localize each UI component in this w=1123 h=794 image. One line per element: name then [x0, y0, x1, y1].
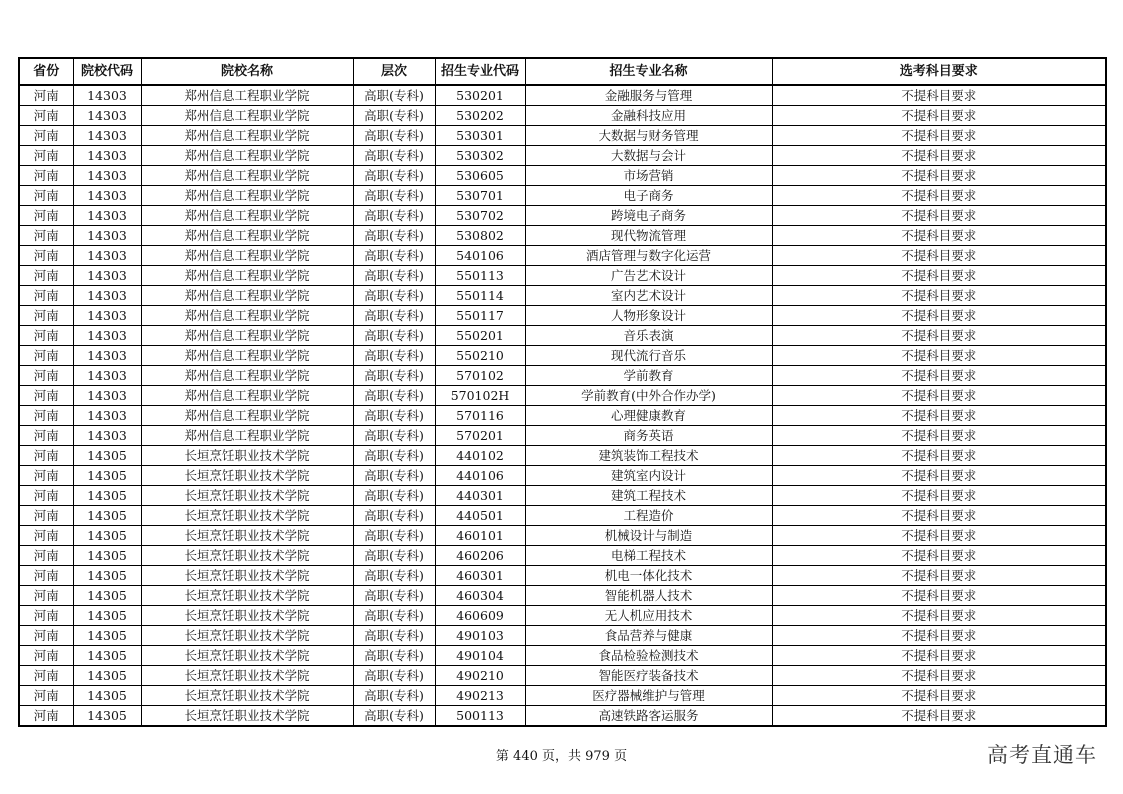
cell-school-name: 郑州信息工程职业学院	[141, 426, 353, 446]
cell-school-name: 郑州信息工程职业学院	[141, 85, 353, 106]
cell-major-code: 540106	[435, 246, 525, 266]
cell-school-code: 14305	[73, 526, 141, 546]
cell-school-name: 长垣烹饪职业技术学院	[141, 486, 353, 506]
cell-province: 河南	[19, 386, 73, 406]
cell-subject-requirement: 不提科目要求	[772, 646, 1106, 666]
table-row	[19, 146, 1106, 166]
cell-major-code: 460304	[435, 586, 525, 606]
cell-subject-requirement: 不提科目要求	[772, 526, 1106, 546]
cell-major-code: 550113	[435, 266, 525, 286]
cell-school-code: 14305	[73, 646, 141, 666]
cell-province: 河南	[19, 186, 73, 206]
cell-major-code: 460609	[435, 606, 525, 626]
cell-school-name: 长垣烹饪职业技术学院	[141, 586, 353, 606]
cell-major-name: 医疗器械维护与管理	[525, 686, 772, 706]
admissions-table	[18, 57, 1107, 727]
cell-major-code: 530702	[435, 206, 525, 226]
cell-province: 河南	[19, 166, 73, 186]
cell-level: 高职(专科)	[353, 486, 435, 506]
cell-major-code: 570201	[435, 426, 525, 446]
cell-province: 河南	[19, 546, 73, 566]
cell-school-name: 长垣烹饪职业技术学院	[141, 566, 353, 586]
cell-major-name: 建筑装饰工程技术	[525, 446, 772, 466]
cell-level: 高职(专科)	[353, 286, 435, 306]
cell-school-code: 14305	[73, 586, 141, 606]
cell-level: 高职(专科)	[353, 546, 435, 566]
cell-school-code: 14305	[73, 466, 141, 486]
cell-level: 高职(专科)	[353, 386, 435, 406]
table-row	[19, 206, 1106, 226]
cell-subject-requirement: 不提科目要求	[772, 626, 1106, 646]
cell-school-name: 郑州信息工程职业学院	[141, 306, 353, 326]
cell-major-code: 490103	[435, 626, 525, 646]
cell-subject-requirement: 不提科目要求	[772, 246, 1106, 266]
cell-school-code: 14303	[73, 386, 141, 406]
table-row	[19, 186, 1106, 206]
table-row	[19, 666, 1106, 686]
cell-major-code: 550114	[435, 286, 525, 306]
cell-major-code: 530301	[435, 126, 525, 146]
cell-major-name: 大数据与会计	[525, 146, 772, 166]
cell-level: 高职(专科)	[353, 586, 435, 606]
cell-level: 高职(专科)	[353, 446, 435, 466]
cell-province: 河南	[19, 506, 73, 526]
cell-school-code: 14305	[73, 486, 141, 506]
cell-major-name: 食品营养与健康	[525, 626, 772, 646]
cell-school-name: 长垣烹饪职业技术学院	[141, 526, 353, 546]
cell-level: 高职(专科)	[353, 186, 435, 206]
cell-level: 高职(专科)	[353, 226, 435, 246]
cell-subject-requirement: 不提科目要求	[772, 106, 1106, 126]
cell-level: 高职(专科)	[353, 346, 435, 366]
cell-school-code: 14305	[73, 506, 141, 526]
cell-school-name: 郑州信息工程职业学院	[141, 126, 353, 146]
cell-major-name: 机电一体化技术	[525, 566, 772, 586]
cell-major-code: 530802	[435, 226, 525, 246]
cell-school-name: 郑州信息工程职业学院	[141, 386, 353, 406]
cell-school-code: 14303	[73, 326, 141, 346]
cell-major-code: 550201	[435, 326, 525, 346]
cell-major-name: 无人机应用技术	[525, 606, 772, 626]
table-row	[19, 546, 1106, 566]
cell-school-code: 14303	[73, 266, 141, 286]
watermark-text: 高考直通车	[987, 743, 1097, 767]
table-row	[19, 386, 1106, 406]
cell-school-name: 郑州信息工程职业学院	[141, 346, 353, 366]
cell-major-name: 现代流行音乐	[525, 346, 772, 366]
table-row	[19, 85, 1106, 106]
cell-school-code: 14305	[73, 626, 141, 646]
cell-subject-requirement: 不提科目要求	[772, 186, 1106, 206]
table-row	[19, 466, 1106, 486]
table-row	[19, 566, 1106, 586]
header-school-name: 院校名称	[141, 58, 353, 85]
cell-province: 河南	[19, 286, 73, 306]
cell-level: 高职(专科)	[353, 326, 435, 346]
cell-school-name: 郑州信息工程职业学院	[141, 286, 353, 306]
cell-school-name: 郑州信息工程职业学院	[141, 326, 353, 346]
cell-province: 河南	[19, 326, 73, 346]
cell-level: 高职(专科)	[353, 666, 435, 686]
cell-school-name: 郑州信息工程职业学院	[141, 166, 353, 186]
cell-major-name: 工程造价	[525, 506, 772, 526]
cell-province: 河南	[19, 106, 73, 126]
cell-major-name: 跨境电子商务	[525, 206, 772, 226]
table-row	[19, 586, 1106, 606]
cell-subject-requirement: 不提科目要求	[772, 346, 1106, 366]
cell-major-name: 学前教育	[525, 366, 772, 386]
cell-major-code: 570102H	[435, 386, 525, 406]
cell-level: 高职(专科)	[353, 626, 435, 646]
cell-subject-requirement: 不提科目要求	[772, 666, 1106, 686]
cell-school-code: 14303	[73, 306, 141, 326]
cell-level: 高职(专科)	[353, 406, 435, 426]
cell-major-name: 人物形象设计	[525, 306, 772, 326]
cell-level: 高职(专科)	[353, 526, 435, 546]
cell-province: 河南	[19, 686, 73, 706]
cell-school-name: 长垣烹饪职业技术学院	[141, 646, 353, 666]
cell-school-code: 14305	[73, 446, 141, 466]
table-header	[19, 58, 1106, 85]
cell-school-code: 14303	[73, 286, 141, 306]
header-row	[19, 58, 1106, 85]
table-row	[19, 426, 1106, 446]
cell-province: 河南	[19, 446, 73, 466]
cell-province: 河南	[19, 266, 73, 286]
table-row	[19, 306, 1106, 326]
header-subject-requirement: 选考科目要求	[772, 58, 1106, 85]
cell-level: 高职(专科)	[353, 366, 435, 386]
table-row	[19, 706, 1106, 727]
table-row	[19, 326, 1106, 346]
table-row	[19, 626, 1106, 646]
cell-major-code: 530201	[435, 85, 525, 106]
cell-school-code: 14305	[73, 546, 141, 566]
cell-province: 河南	[19, 406, 73, 426]
cell-school-name: 郑州信息工程职业学院	[141, 206, 353, 226]
cell-school-code: 14303	[73, 206, 141, 226]
cell-subject-requirement: 不提科目要求	[772, 686, 1106, 706]
cell-major-name: 心理健康教育	[525, 406, 772, 426]
cell-major-name: 电子商务	[525, 186, 772, 206]
cell-province: 河南	[19, 646, 73, 666]
cell-major-name: 室内艺术设计	[525, 286, 772, 306]
cell-level: 高职(专科)	[353, 106, 435, 126]
cell-school-name: 长垣烹饪职业技术学院	[141, 666, 353, 686]
cell-major-name: 金融科技应用	[525, 106, 772, 126]
cell-school-code: 14303	[73, 106, 141, 126]
cell-province: 河南	[19, 666, 73, 686]
table-row	[19, 266, 1106, 286]
cell-major-code: 460101	[435, 526, 525, 546]
cell-major-name: 智能医疗装备技术	[525, 666, 772, 686]
cell-school-code: 14305	[73, 566, 141, 586]
cell-major-name: 广告艺术设计	[525, 266, 772, 286]
cell-major-name: 智能机器人技术	[525, 586, 772, 606]
cell-province: 河南	[19, 526, 73, 546]
cell-major-name: 机械设计与制造	[525, 526, 772, 546]
cell-subject-requirement: 不提科目要求	[772, 506, 1106, 526]
cell-province: 河南	[19, 566, 73, 586]
cell-subject-requirement: 不提科目要求	[772, 406, 1106, 426]
cell-school-code: 14303	[73, 346, 141, 366]
cell-school-name: 郑州信息工程职业学院	[141, 146, 353, 166]
cell-province: 河南	[19, 346, 73, 366]
table-row	[19, 106, 1106, 126]
cell-level: 高职(专科)	[353, 566, 435, 586]
cell-level: 高职(专科)	[353, 146, 435, 166]
cell-school-code: 14305	[73, 686, 141, 706]
cell-major-code: 490210	[435, 666, 525, 686]
cell-subject-requirement: 不提科目要求	[772, 146, 1106, 166]
cell-school-code: 14303	[73, 366, 141, 386]
cell-major-name: 建筑工程技术	[525, 486, 772, 506]
cell-level: 高职(专科)	[353, 166, 435, 186]
table-row	[19, 226, 1106, 246]
cell-level: 高职(专科)	[353, 306, 435, 326]
cell-level: 高职(专科)	[353, 266, 435, 286]
cell-subject-requirement: 不提科目要求	[772, 566, 1106, 586]
cell-subject-requirement: 不提科目要求	[772, 126, 1106, 146]
cell-province: 河南	[19, 626, 73, 646]
cell-major-code: 550117	[435, 306, 525, 326]
cell-major-name: 金融服务与管理	[525, 85, 772, 106]
cell-major-name: 高速铁路客运服务	[525, 706, 772, 727]
cell-school-name: 长垣烹饪职业技术学院	[141, 706, 353, 727]
table-row	[19, 446, 1106, 466]
cell-school-name: 长垣烹饪职业技术学院	[141, 546, 353, 566]
cell-subject-requirement: 不提科目要求	[772, 286, 1106, 306]
cell-school-code: 14303	[73, 226, 141, 246]
header-level: 层次	[353, 58, 435, 85]
cell-major-code: 440301	[435, 486, 525, 506]
cell-school-code: 14303	[73, 126, 141, 146]
cell-province: 河南	[19, 466, 73, 486]
table-row	[19, 346, 1106, 366]
cell-province: 河南	[19, 146, 73, 166]
cell-subject-requirement: 不提科目要求	[772, 426, 1106, 446]
cell-subject-requirement: 不提科目要求	[772, 466, 1106, 486]
table-body	[19, 85, 1106, 726]
cell-major-name: 电梯工程技术	[525, 546, 772, 566]
cell-major-code: 570102	[435, 366, 525, 386]
cell-school-code: 14303	[73, 85, 141, 106]
cell-major-name: 商务英语	[525, 426, 772, 446]
cell-level: 高职(专科)	[353, 686, 435, 706]
cell-level: 高职(专科)	[353, 426, 435, 446]
cell-major-name: 食品检验检测技术	[525, 646, 772, 666]
cell-major-code: 550210	[435, 346, 525, 366]
table-row	[19, 506, 1106, 526]
cell-level: 高职(专科)	[353, 85, 435, 106]
cell-subject-requirement: 不提科目要求	[772, 486, 1106, 506]
cell-school-name: 长垣烹饪职业技术学院	[141, 466, 353, 486]
cell-province: 河南	[19, 486, 73, 506]
cell-province: 河南	[19, 226, 73, 246]
cell-school-name: 郑州信息工程职业学院	[141, 366, 353, 386]
cell-school-code: 14303	[73, 426, 141, 446]
cell-level: 高职(专科)	[353, 126, 435, 146]
cell-province: 河南	[19, 606, 73, 626]
table-row	[19, 166, 1106, 186]
cell-province: 河南	[19, 85, 73, 106]
cell-school-code: 14305	[73, 606, 141, 626]
cell-major-name: 大数据与财务管理	[525, 126, 772, 146]
cell-subject-requirement: 不提科目要求	[772, 85, 1106, 106]
cell-level: 高职(专科)	[353, 506, 435, 526]
cell-subject-requirement: 不提科目要求	[772, 546, 1106, 566]
cell-school-name: 郑州信息工程职业学院	[141, 106, 353, 126]
cell-school-name: 长垣烹饪职业技术学院	[141, 626, 353, 646]
cell-subject-requirement: 不提科目要求	[772, 166, 1106, 186]
cell-major-code: 570116	[435, 406, 525, 426]
header-major-name: 招生专业名称	[525, 58, 772, 85]
cell-major-code: 530302	[435, 146, 525, 166]
cell-school-name: 郑州信息工程职业学院	[141, 246, 353, 266]
cell-subject-requirement: 不提科目要求	[772, 606, 1106, 626]
table-row	[19, 486, 1106, 506]
cell-level: 高职(专科)	[353, 646, 435, 666]
cell-province: 河南	[19, 206, 73, 226]
cell-major-name: 建筑室内设计	[525, 466, 772, 486]
table-row	[19, 126, 1106, 146]
cell-province: 河南	[19, 426, 73, 446]
cell-major-name: 音乐表演	[525, 326, 772, 346]
cell-province: 河南	[19, 366, 73, 386]
cell-subject-requirement: 不提科目要求	[772, 586, 1106, 606]
cell-school-code: 14303	[73, 186, 141, 206]
cell-school-name: 郑州信息工程职业学院	[141, 186, 353, 206]
table-row	[19, 246, 1106, 266]
header-school-code: 院校代码	[73, 58, 141, 85]
cell-level: 高职(专科)	[353, 466, 435, 486]
cell-subject-requirement: 不提科目要求	[772, 706, 1106, 727]
table-row	[19, 286, 1106, 306]
cell-subject-requirement: 不提科目要求	[772, 366, 1106, 386]
cell-school-name: 郑州信息工程职业学院	[141, 226, 353, 246]
cell-major-name: 现代物流管理	[525, 226, 772, 246]
table-row	[19, 606, 1106, 626]
cell-subject-requirement: 不提科目要求	[772, 266, 1106, 286]
cell-school-name: 长垣烹饪职业技术学院	[141, 446, 353, 466]
table-row	[19, 646, 1106, 666]
cell-major-code: 440501	[435, 506, 525, 526]
cell-province: 河南	[19, 246, 73, 266]
table-row	[19, 686, 1106, 706]
cell-school-code: 14303	[73, 166, 141, 186]
cell-subject-requirement: 不提科目要求	[772, 326, 1106, 346]
cell-school-code: 14305	[73, 706, 141, 727]
cell-subject-requirement: 不提科目要求	[772, 226, 1106, 246]
cell-major-code: 530202	[435, 106, 525, 126]
cell-school-name: 长垣烹饪职业技术学院	[141, 506, 353, 526]
cell-subject-requirement: 不提科目要求	[772, 386, 1106, 406]
cell-subject-requirement: 不提科目要求	[772, 206, 1106, 226]
cell-school-code: 14303	[73, 146, 141, 166]
table-row	[19, 406, 1106, 426]
cell-school-name: 郑州信息工程职业学院	[141, 406, 353, 426]
cell-major-code: 530701	[435, 186, 525, 206]
cell-major-name: 市场营销	[525, 166, 772, 186]
cell-school-code: 14303	[73, 406, 141, 426]
header-major-code: 招生专业代码	[435, 58, 525, 85]
cell-province: 河南	[19, 126, 73, 146]
cell-major-name: 学前教育(中外合作办学)	[525, 386, 772, 406]
cell-level: 高职(专科)	[353, 206, 435, 226]
header-province: 省份	[19, 58, 73, 85]
cell-subject-requirement: 不提科目要求	[772, 306, 1106, 326]
cell-major-code: 440102	[435, 446, 525, 466]
page-number: 第 440 页，共 979 页	[495, 749, 628, 764]
cell-level: 高职(专科)	[353, 246, 435, 266]
cell-subject-requirement: 不提科目要求	[772, 446, 1106, 466]
cell-major-code: 490213	[435, 686, 525, 706]
table-row	[19, 366, 1106, 386]
cell-major-code: 500113	[435, 706, 525, 727]
cell-school-name: 长垣烹饪职业技术学院	[141, 686, 353, 706]
cell-level: 高职(专科)	[353, 706, 435, 727]
cell-major-code: 490104	[435, 646, 525, 666]
cell-major-code: 530605	[435, 166, 525, 186]
cell-school-code: 14303	[73, 246, 141, 266]
cell-level: 高职(专科)	[353, 606, 435, 626]
cell-major-code: 460206	[435, 546, 525, 566]
cell-major-code: 440106	[435, 466, 525, 486]
cell-province: 河南	[19, 586, 73, 606]
cell-school-code: 14305	[73, 666, 141, 686]
cell-school-name: 郑州信息工程职业学院	[141, 266, 353, 286]
cell-province: 河南	[19, 706, 73, 727]
cell-major-name: 酒店管理与数字化运营	[525, 246, 772, 266]
cell-province: 河南	[19, 306, 73, 326]
table-row	[19, 526, 1106, 546]
cell-school-name: 长垣烹饪职业技术学院	[141, 606, 353, 626]
cell-major-code: 460301	[435, 566, 525, 586]
